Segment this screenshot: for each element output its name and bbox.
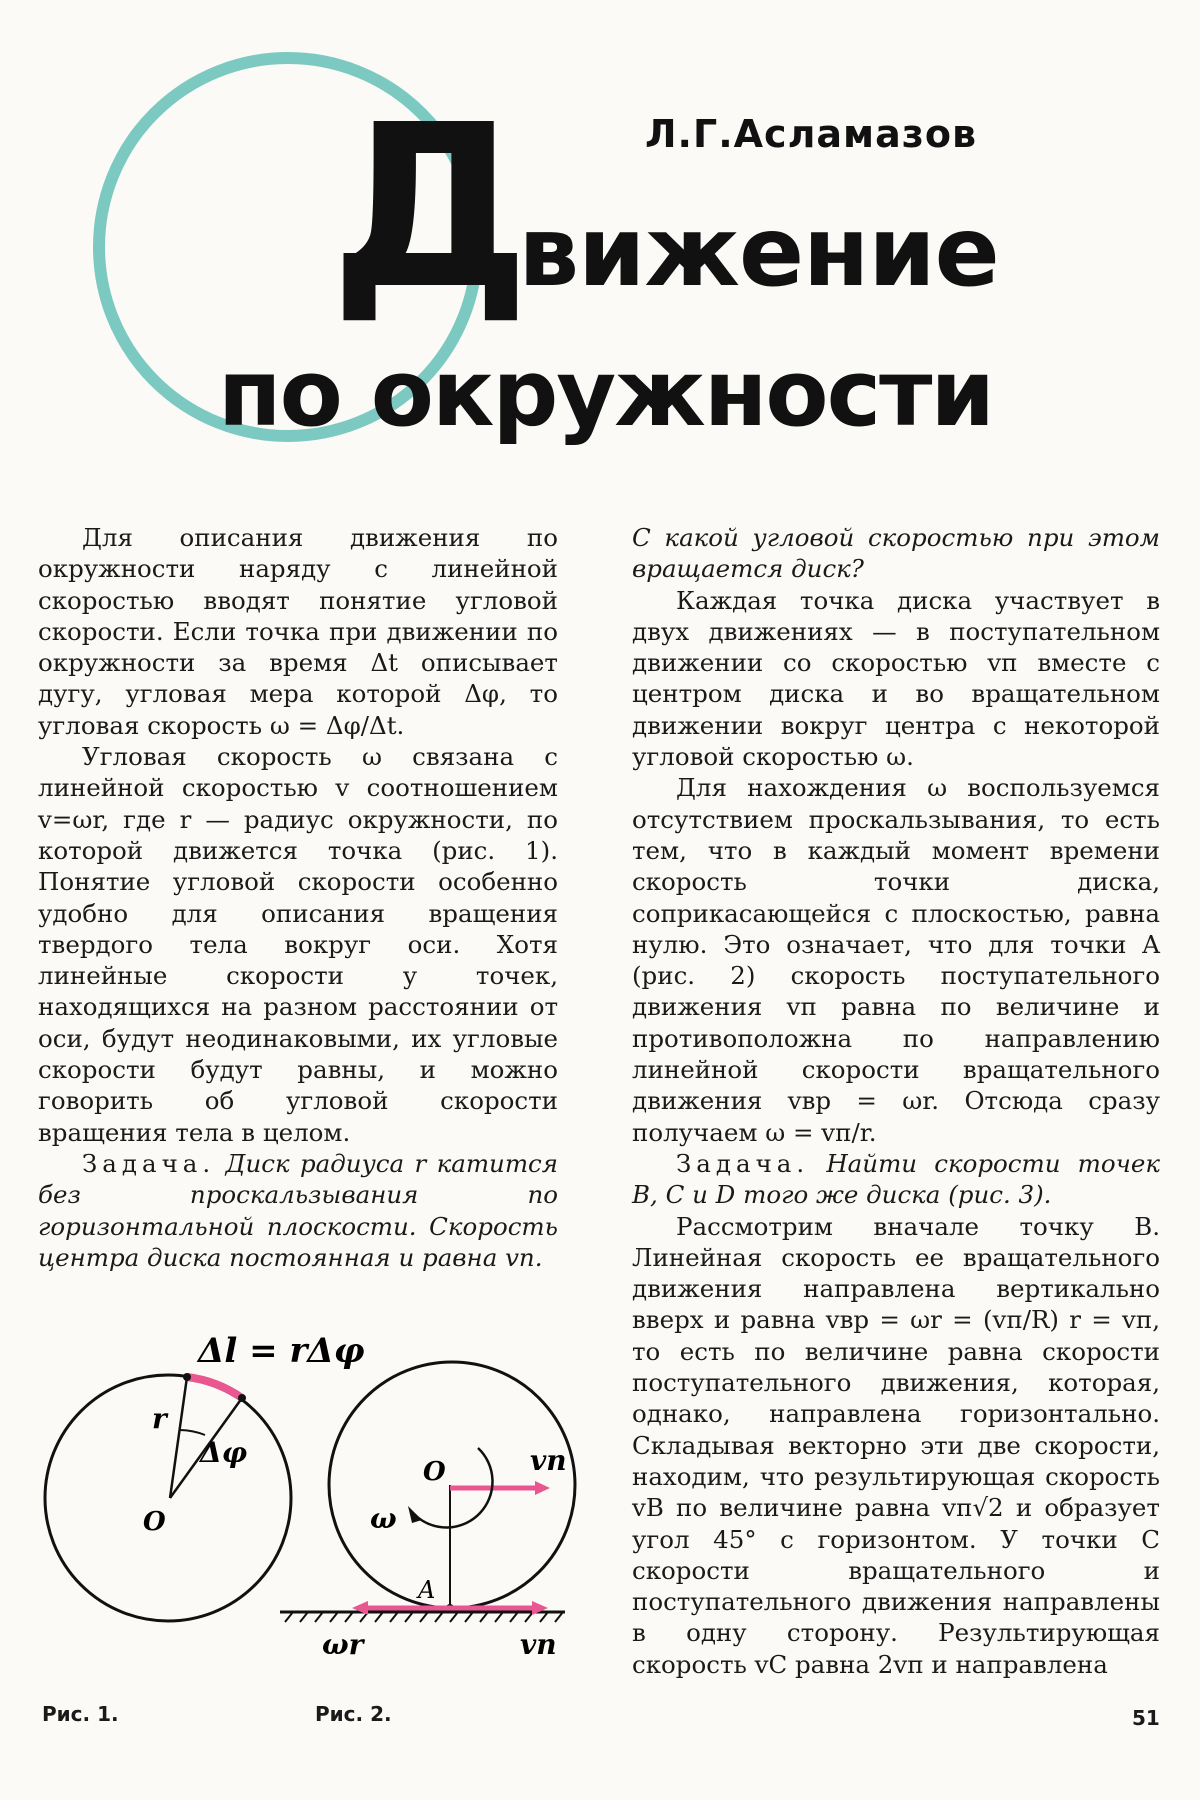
fig2-v-label-bottom: vп <box>520 1628 557 1661</box>
fig1-angle-label: Δφ <box>200 1436 248 1469</box>
author-name: Л.Г.Асламазов <box>645 112 977 156</box>
fig1-arc-highlight <box>187 1377 242 1398</box>
fig1-radius-label: r <box>152 1402 167 1435</box>
fig2-omega-r-label: ωr <box>322 1628 364 1661</box>
fig1-angle-arc <box>180 1430 205 1435</box>
fig1-circle <box>45 1375 291 1621</box>
left-task <box>38 1148 558 1273</box>
left-task-label: Задача. <box>82 1148 216 1178</box>
right-task <box>632 1148 1160 1211</box>
fig2-point-a-label: A <box>418 1576 436 1604</box>
left-paragraph-2: Угловая скорость ω связана с линейной скоростью v соотношением v=ωr, где r — радиус окружности, по которой движется точка (рис. 1). Понятие угловой скорости особенно удобно для описания вращения твердого тела вокруг оси. Хотя линейные скорости у точек, находящихся на разном расстоянии от оси, будут неодинаковыми, их угловые скорости будут равны, и можно говорить об угловой скорости вращения тела в целом. <box>38 742 558 1147</box>
right-paragraph-3: Рассмотрим вначале точку B. Линейная скорость ее вращательного движения направлена вертикально вверх и равна vвр = ωr = (vп/R) r = vп, то есть по величине равна скорости поступательного движения, которая, однако, направлена горизонтально. Складывая векторно эти две скорости, находим, что результирующая скорость vB по величине равна vп√2 и образует угол 45° с горизонтом. У точки C скорости вращательного и поступательного движения направлены в одну сторону. Результирующая скорость vC равна 2vп и направлена <box>632 1211 1160 1679</box>
page-number: 51 <box>1132 1706 1160 1730</box>
fig1-point-2 <box>238 1394 246 1402</box>
title-initial-letter: Д <box>330 77 525 339</box>
figures-area <box>30 1320 590 1740</box>
right-paragraph-2: Для нахождения ω воспользуемся отсутствием проскальзывания, то есть тем, что в каждый момент времени скорость точки диска, соприкасающейся с плоскостью, равна нулю. Это означает, что для точки A (рис. 2) скорость поступательного движения vп равна по величине и противоположна по направлению линейной скорости вращательного движения vвр = ωr. Отсюда сразу получаем ω = vп/r. <box>632 773 1160 1147</box>
right-question: С какой угловой скоростью при этом вращается диск? <box>632 523 1160 584</box>
fig1-center-label: O <box>143 1507 166 1537</box>
figure-2 <box>280 1362 575 1661</box>
figure-1-caption: Рис. 1. <box>42 1702 119 1726</box>
title-line-2: по окружности <box>218 340 993 447</box>
figure-2-caption: Рис. 2. <box>315 1702 392 1726</box>
fig2-rotation-arrowhead <box>408 1506 422 1523</box>
title-word-1-rest: вижение <box>518 196 999 308</box>
left-column <box>38 522 558 1273</box>
right-column <box>632 522 1160 1680</box>
fig2-omega-label: ω <box>370 1502 397 1535</box>
right-task-label: Задача. <box>676 1148 810 1178</box>
title-line-1 <box>330 77 999 339</box>
right-paragraph-1: Каждая точка диска участвует в двух движениях — в поступательном движении со скоростью vп вместе с центром диска и во вращательном движении вокруг центра с некоторой угловой скоростью ω. <box>632 585 1160 772</box>
fig1-point-1 <box>183 1373 191 1381</box>
fig2-center-label: O <box>423 1457 446 1487</box>
left-paragraph-1: Для описания движения по окружности наряду с линейной скоростью вводят понятие угловой скорости. Если точка при движении по окружности за время Δt описывает дугу, угловая мера которой Δφ, то угловая скорость ω = Δφ/Δt. <box>38 523 558 740</box>
fig2-v-label-top: vп <box>530 1444 567 1477</box>
figure-1 <box>45 1331 365 1621</box>
right-task-text: Найти скорости точек B, C и D того же диска (рис. 3). <box>632 1148 1160 1210</box>
fig2-velocity-arrowhead-top <box>535 1481 550 1495</box>
fig1-arc-label: Δl = rΔφ <box>198 1331 365 1371</box>
left-task-text: Диск радиуса r катится без проскальзывания по горизонтальной плоскости. Скорость центра диска постоянная и равна vп. <box>38 1148 559 1272</box>
